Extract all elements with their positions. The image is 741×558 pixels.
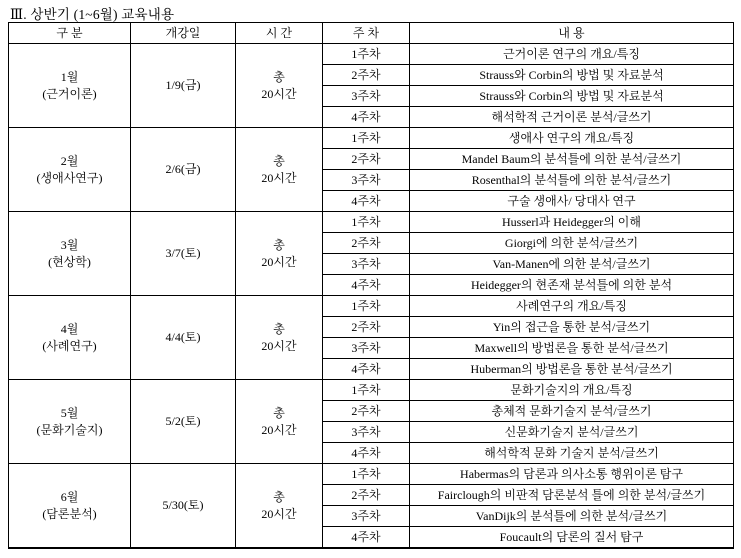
content-cell: Mandel Baum의 분석틀에 의한 분석/글쓰기 [410, 149, 734, 170]
week-cell: 1주차 [323, 380, 410, 401]
week-cell: 4주차 [323, 275, 410, 296]
month-cell [9, 44, 131, 128]
hours-total-label: 총 [273, 490, 285, 505]
date-cell: 3/7(토) [131, 212, 236, 296]
content-cell: Fairclough의 비판적 담론분석 틀에 의한 분석/글쓰기 [410, 485, 734, 506]
week-cell: 3주차 [323, 338, 410, 359]
hours-value: 20시간 [261, 86, 297, 101]
month-cell [9, 128, 131, 212]
month-label: 1월 [60, 70, 79, 85]
month-label: 3월 [60, 238, 79, 253]
content-cell: Habermas의 담론과 의사소통 행위이론 탐구 [410, 464, 734, 485]
month-label: 6월 [60, 490, 79, 505]
week-cell: 2주차 [323, 149, 410, 170]
content-cell: Giorgi에 의한 분석/글쓰기 [410, 233, 734, 254]
week-cell: 1주차 [323, 128, 410, 149]
date-cell: 4/4(토) [131, 296, 236, 380]
week-cell: 1주차 [323, 296, 410, 317]
hours-cell [236, 44, 323, 128]
month-label: 5월 [60, 406, 79, 421]
header-content: 내 용 [410, 23, 734, 44]
week-cell: 3주차 [323, 86, 410, 107]
content-cell: Maxwell의 방법론을 통한 분석/글쓰기 [410, 338, 734, 359]
page-title: Ⅲ. 상반기 (1~6월) 교육내용 [10, 7, 175, 22]
hours-value: 20시간 [261, 254, 297, 269]
week-cell: 4주차 [323, 191, 410, 212]
content-cell: Heidegger의 현존재 분석틀에 의한 분석 [410, 275, 734, 296]
week-cell: 4주차 [323, 359, 410, 380]
date-cell: 2/6(금) [131, 128, 236, 212]
month-label: 4월 [60, 322, 79, 337]
date-cell: 1/9(금) [131, 44, 236, 128]
week-cell: 2주차 [323, 317, 410, 338]
hours-cell [236, 128, 323, 212]
table-row [9, 380, 734, 401]
date-cell: 5/2(토) [131, 380, 236, 464]
table-row [9, 212, 734, 233]
month-cell [9, 464, 131, 549]
content-cell: Husserl과 Heidegger의 이해 [410, 212, 734, 233]
content-cell: 생애사 연구의 개요/특징 [410, 128, 734, 149]
hours-total-label: 총 [273, 406, 285, 421]
content-cell: 신문화기술지 분석/글쓰기 [410, 422, 734, 443]
hours-cell [236, 212, 323, 296]
subject-label: (생애사연구) [36, 170, 103, 185]
hours-value: 20시간 [261, 338, 297, 353]
month-cell [9, 380, 131, 464]
subject-label: (담론분석) [42, 506, 97, 521]
week-cell: 3주차 [323, 254, 410, 275]
table-row [9, 44, 734, 65]
hours-value: 20시간 [261, 170, 297, 185]
content-cell: 해석학적 문화 기술지 분석/글쓰기 [410, 443, 734, 464]
curriculum-table [8, 22, 734, 549]
week-cell: 3주차 [323, 422, 410, 443]
week-cell: 2주차 [323, 65, 410, 86]
header-week: 주 차 [323, 23, 410, 44]
hours-cell [236, 464, 323, 549]
content-cell: Rosenthal의 분석틀에 의한 분석/글쓰기 [410, 170, 734, 191]
content-cell: Yin의 접근을 통한 분석/글쓰기 [410, 317, 734, 338]
header-hours: 시 간 [236, 23, 323, 44]
date-cell: 5/30(토) [131, 464, 236, 549]
week-cell: 4주차 [323, 107, 410, 128]
content-cell: 사례연구의 개요/특징 [410, 296, 734, 317]
hours-cell [236, 380, 323, 464]
week-cell: 3주차 [323, 506, 410, 527]
hours-cell [236, 296, 323, 380]
content-cell: VanDijk의 분석틀에 의한 분석/글쓰기 [410, 506, 734, 527]
content-cell: Strauss와 Corbin의 방법 및 자료분석 [410, 65, 734, 86]
content-cell: 근거이론 연구의 개요/특징 [410, 44, 734, 65]
week-cell: 2주차 [323, 233, 410, 254]
week-cell: 4주차 [323, 527, 410, 549]
content-cell: Van-Manen에 의한 분석/글쓰기 [410, 254, 734, 275]
hours-total-label: 총 [273, 322, 285, 337]
hours-total-label: 총 [273, 154, 285, 169]
week-cell: 3주차 [323, 170, 410, 191]
week-cell: 2주차 [323, 401, 410, 422]
table-header-row [9, 23, 734, 44]
hours-total-label: 총 [273, 238, 285, 253]
week-cell: 1주차 [323, 212, 410, 233]
content-cell: Huberman의 방법론을 통한 분석/글쓰기 [410, 359, 734, 380]
week-cell: 1주차 [323, 44, 410, 65]
subject-label: (근거이론) [42, 86, 97, 101]
header-start-date: 개강일 [131, 23, 236, 44]
hours-total-label: 총 [273, 70, 285, 85]
hours-value: 20시간 [261, 422, 297, 437]
content-cell: Foucault의 담론의 질서 탐구 [410, 527, 734, 549]
table-row [9, 464, 734, 485]
content-cell: 해석학적 근거이론 분석/글쓰기 [410, 107, 734, 128]
content-cell: Strauss와 Corbin의 방법 및 자료분석 [410, 86, 734, 107]
week-cell: 1주차 [323, 464, 410, 485]
week-cell: 2주차 [323, 485, 410, 506]
content-cell: 구술 생애사/ 당대사 연구 [410, 191, 734, 212]
month-cell [9, 296, 131, 380]
header-category: 구 분 [9, 23, 131, 44]
week-cell: 4주차 [323, 443, 410, 464]
content-cell: 총체적 문화기술지 분석/글쓰기 [410, 401, 734, 422]
subject-label: (사례연구) [42, 338, 97, 353]
month-label: 2월 [60, 154, 79, 169]
content-cell: 문화기술지의 개요/특징 [410, 380, 734, 401]
subject-label: (문화기술지) [36, 422, 103, 437]
table-row [9, 296, 734, 317]
table-row [9, 128, 734, 149]
month-cell [9, 212, 131, 296]
subject-label: (현상학) [48, 254, 91, 269]
hours-value: 20시간 [261, 506, 297, 521]
